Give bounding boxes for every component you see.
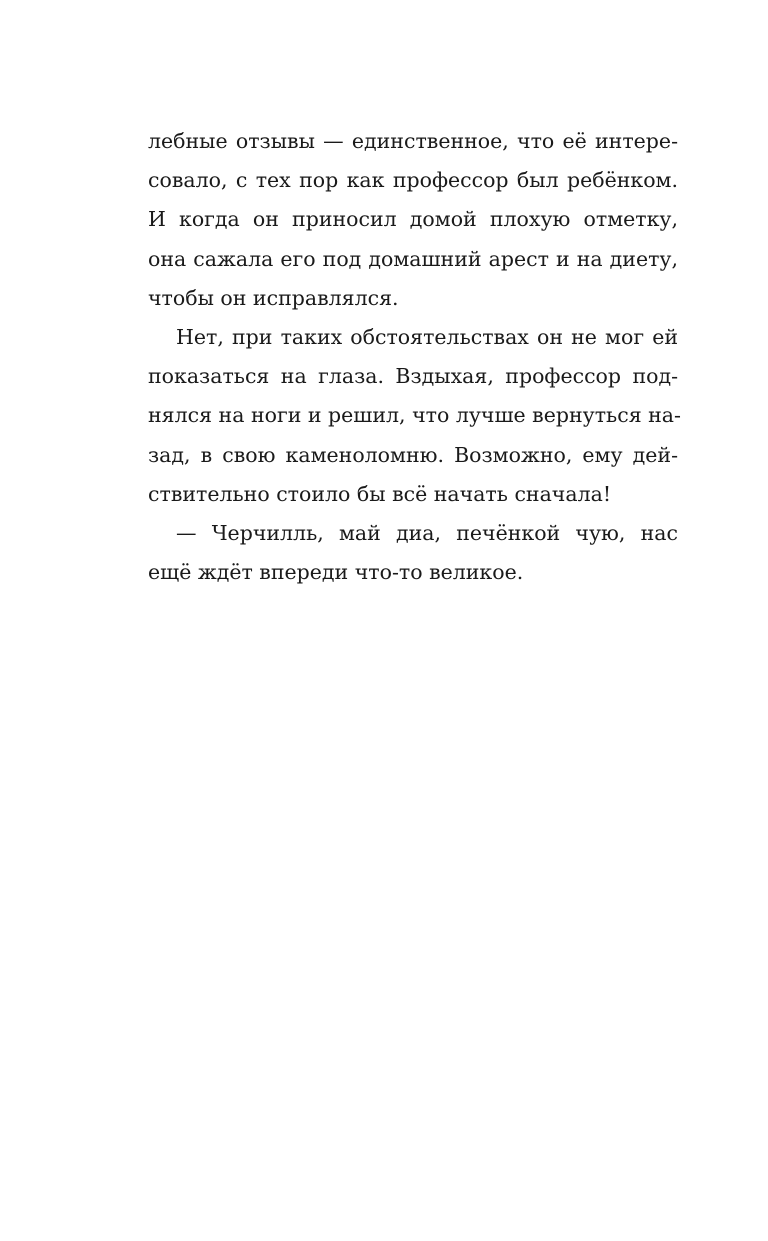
body-text (148, 122, 681, 592)
paragraph (148, 514, 678, 592)
text-line: лебные отзывы — единственное, что её интере- (148, 129, 678, 153)
text-line: — Черчилль, май диа, печёнкой чую, нас (176, 520, 678, 545)
paragraph (148, 318, 681, 514)
text-line: зад, в свою каменоломню. Возможно, ему дей- (148, 442, 678, 467)
text-line: ствительно стоило бы всё начать сначала! (148, 481, 612, 506)
text-line: Нет, при таких обстоятельствах он не мог ей (176, 324, 678, 349)
text-line: ещё ждёт впереди что-то великое. (148, 560, 524, 585)
text-line: она сажала его под домашний арест и на диету, (148, 246, 678, 271)
text-line: чтобы он исправлялся. (148, 285, 399, 310)
text-line: совало, с тех пор как профессор был ребёнком. (148, 168, 678, 193)
paragraph (148, 122, 678, 318)
text-line: показаться на глаза. Вздыхая, профессор под- (148, 364, 678, 389)
text-line: нялся на ноги и решил, что лучше вернуться на- (148, 403, 681, 428)
text-line: И когда он приносил домой плохую отметку, (148, 207, 678, 232)
